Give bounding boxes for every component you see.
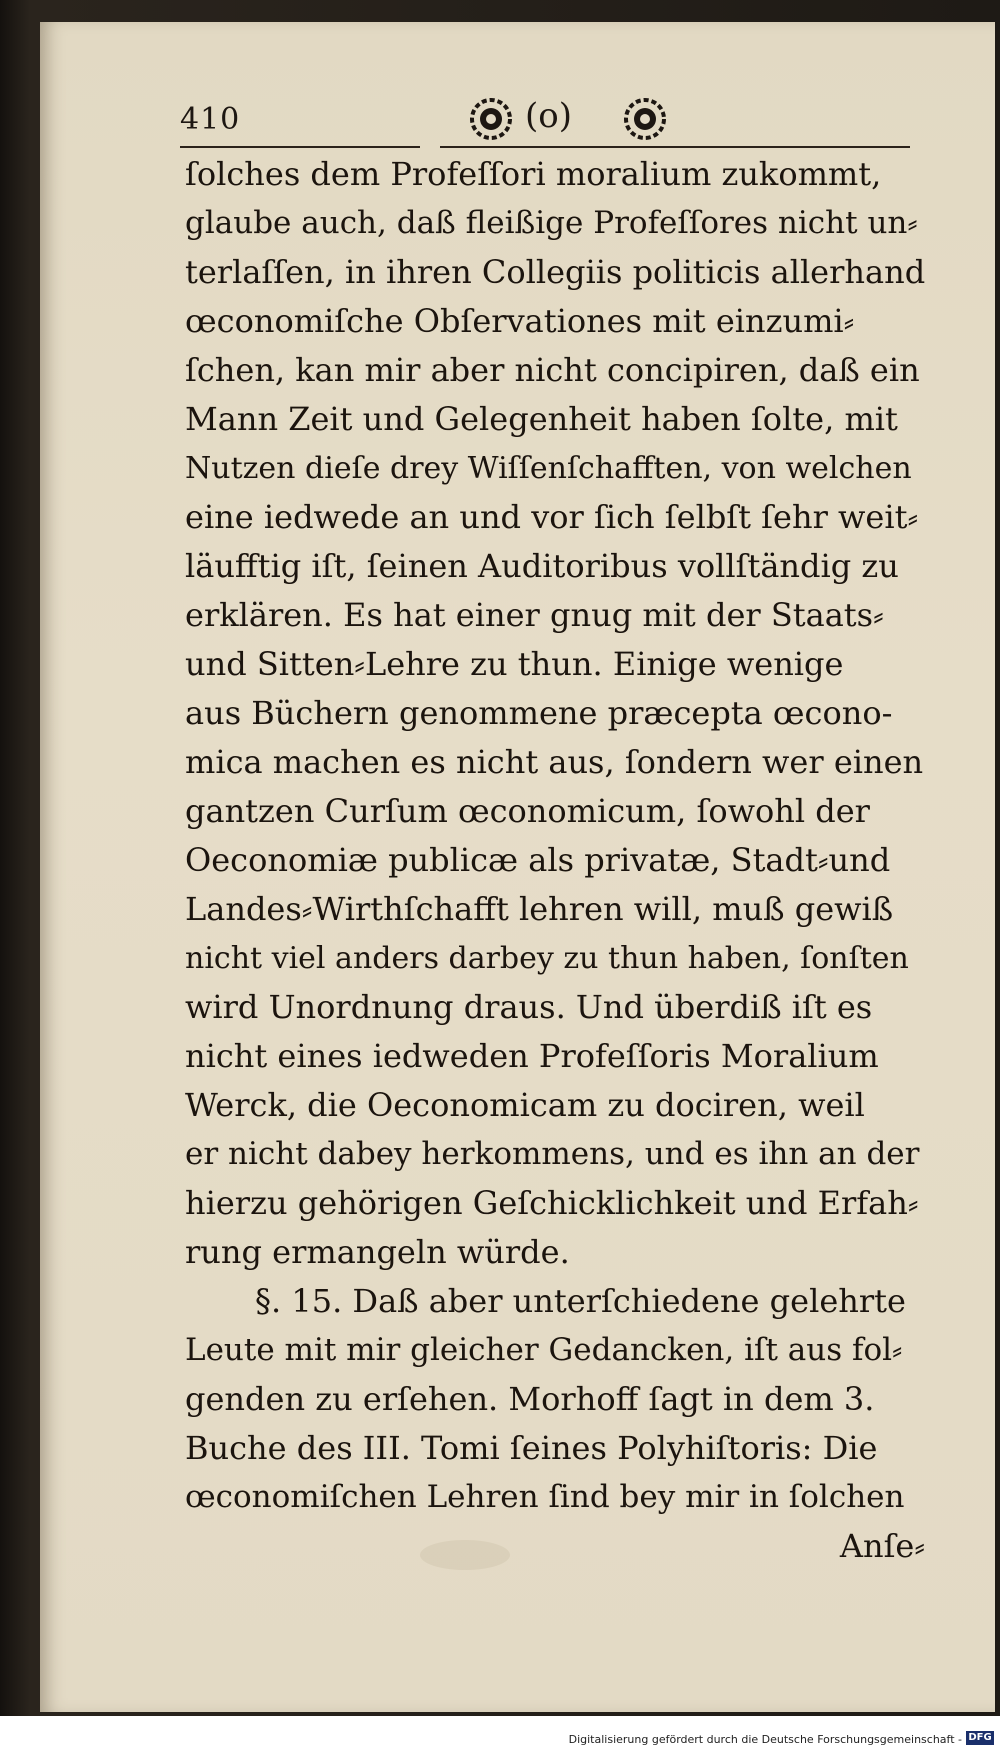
- text-line: ſchen, kan mir aber nicht concipiren, daß ein: [185, 351, 920, 389]
- text-line: erklären. Es hat einer gnug mit der Staats⸗: [185, 596, 884, 634]
- text-line: er nicht dabey herkommens, und es ihn an der: [185, 1136, 920, 1172]
- text-line: Leute mit mir gleicher Gedancken, iſt aus fol⸗: [185, 1332, 903, 1368]
- text-line: œconomiſche Obſervationes mit einzumi⸗: [185, 302, 855, 340]
- text-line: Nutzen dieſe drey Wiſſenſchafften, von welchen: [185, 451, 912, 486]
- header-rule: [180, 146, 420, 148]
- text-line: Oeconomiæ publicæ als privatæ, Stadt⸗und: [185, 841, 891, 879]
- text-line: mica machen es nicht aus, ſondern wer einen: [185, 743, 924, 781]
- rosette-ornament-icon: [468, 96, 514, 142]
- text-line: nicht viel anders darbey zu thun haben, ſonſten: [185, 941, 909, 976]
- text-line: ſolches dem Profeſſori moralium zukommt,: [185, 155, 882, 193]
- text-line: und Sitten⸗Lehre zu thun. Einige wenige: [185, 645, 844, 683]
- page-body-text: [185, 150, 925, 1571]
- paper-stain: [420, 1540, 510, 1570]
- text-line: eine iedwede an und vor ſich ſelbſt ſehr weit⸗: [185, 498, 919, 536]
- text-line: hierzu gehörigen Geſchicklichkeit und Erfah⸗: [185, 1184, 919, 1222]
- text-line: Mann Zeit und Gelegenheit haben ſolte, mit: [185, 400, 898, 438]
- text-line: aus Büchern genommene præcepta œcono-: [185, 694, 893, 732]
- text-line: gantzen Curſum œconomicum, ſowohl der: [185, 792, 870, 830]
- text-line: nicht eines iedweden Profeſſoris Moralium: [185, 1037, 879, 1075]
- text-line: wird Unordnung draus. Und überdiß iſt es: [185, 988, 873, 1026]
- text-line: Landes⸗Wirthſchafft lehren will, muß gewiß: [185, 890, 894, 928]
- text-line: terlaſſen, in ihren Collegiis politicis allerhand: [185, 253, 925, 291]
- text-line: §. 15. Daß aber unterſchiedene gelehrte: [255, 1282, 906, 1320]
- dfg-logo: DFG: [966, 1731, 994, 1745]
- header-ornament-center: (o): [525, 96, 572, 136]
- rosette-ornament-icon: [622, 96, 668, 142]
- page-header: [150, 96, 920, 144]
- text-line: genden zu erſehen. Morhoff ſagt in dem 3.: [185, 1380, 875, 1418]
- text-line: rung ermangeln würde.: [185, 1233, 570, 1271]
- header-rule: [440, 146, 910, 148]
- text-line: glaube auch, daß fleißige Profeſſores nicht un⸗: [185, 205, 918, 241]
- text-line: œconomiſchen Lehren ſind bey mir in ſolchen: [185, 1479, 905, 1515]
- digitization-credit: Digitalisierung gefördert durch die Deutsche Forschungsgemeinschaft -: [568, 1733, 962, 1746]
- catchword: Anſe⸗: [839, 1527, 925, 1565]
- text-line: Werck, die Oeconomicam zu dociren, weil: [185, 1086, 865, 1124]
- text-line: Buche des III. Tomi ſeines Polyhiſtoris: Die: [185, 1429, 878, 1467]
- text-line: läufftig iſt, ſeinen Auditoribus vollſtändig zu: [185, 547, 899, 585]
- page-number: 410: [180, 102, 241, 137]
